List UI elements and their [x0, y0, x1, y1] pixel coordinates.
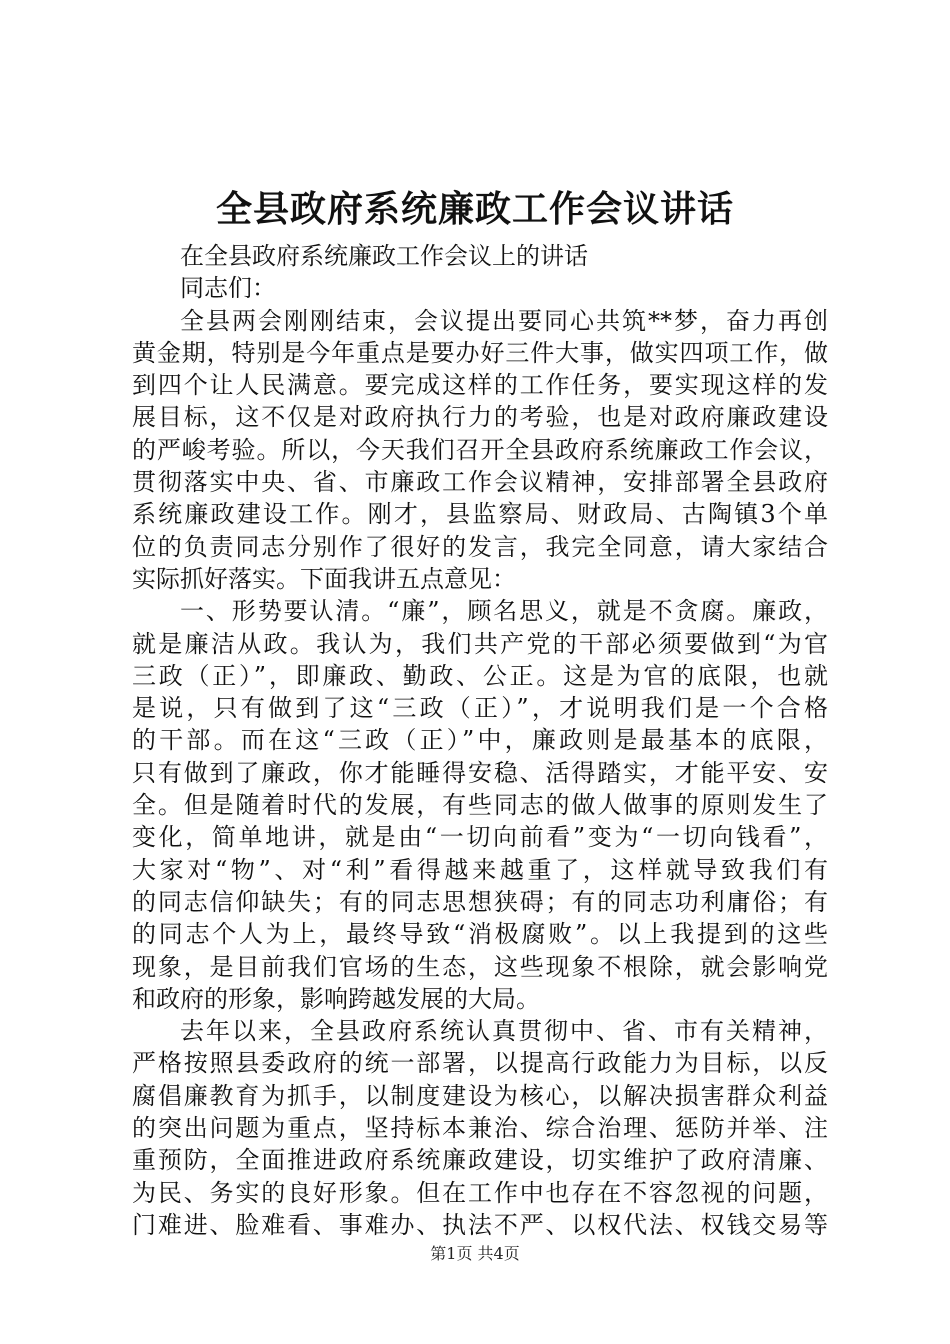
text-line: 位的负责同志分别作了很好的发言，我完全同意，请大家结合	[132, 532, 828, 561]
text-line: 的突出问题为重点，坚持标本兼治、综合治理、惩防并举、注	[132, 1114, 828, 1143]
document-body	[132, 240, 828, 1241]
text-line: 全。但是随着时代的发展，有些同志的做人做事的原则发生了	[132, 791, 828, 820]
text-line: 门难进、脸难看、事难办、执法不严、以权代法、权钱交易等	[132, 1210, 828, 1239]
text-line: 贯彻落实中央、省、市廉政工作会议精神，安排部署全县政府	[132, 468, 828, 497]
text-line: 为民、务实的良好形象。但在工作中也存在不容忽视的问题，	[132, 1178, 828, 1207]
text-line: 三政（正）”，即廉政、勤政、公正。这是为官的底限，也就	[132, 661, 828, 690]
text-line: 一、形势要认清。“廉”，顾名思义，就是不贪腐。廉政，	[180, 597, 828, 626]
text-line: 重预防，全面推进政府系统廉政建设，切实维护了政府清廉、	[132, 1146, 828, 1175]
page-footer: 第1页 共4页	[430, 1244, 520, 1263]
text-line: 和政府的形象，影响跨越发展的大局。	[132, 984, 540, 1013]
text-line: 的严峻考验。所以，今天我们召开全县政府系统廉政工作会议，	[132, 435, 828, 464]
text-line: 现象，是目前我们官场的生态，这些现象不根除，就会影响党	[132, 952, 828, 981]
text-line: 的同志信仰缺失；有的同志思想狭碍；有的同志功利庸俗；有	[132, 887, 828, 916]
text-line: 的干部。而在这“三政（正）”中，廉政则是最基本的底限，	[132, 726, 828, 755]
text-line: 系统廉政建设工作。刚才，县监察局、财政局、古陶镇3个单	[132, 500, 828, 529]
text-line: 实际抓好落实。下面我讲五点意见：	[132, 564, 516, 593]
text-line: 黄金期，特别是今年重点是要办好三件大事，做实四项工作，做	[132, 338, 828, 367]
text-line: 全县两会刚刚结束，会议提出要同心共筑**梦，奋力再创	[180, 306, 828, 335]
text-line: 变化，简单地讲，就是由“一切向前看”变为“一切向钱看”，	[132, 823, 828, 852]
text-line: 只有做到了廉政，你才能睡得安稳、活得踏实，才能平安、安	[132, 758, 828, 787]
text-line: 就是廉洁从政。我认为，我们共产党的干部必须要做到“为官	[132, 629, 828, 658]
text-line: 在全县政府系统廉政工作会议上的讲话	[180, 242, 588, 270]
text-line: 到四个让人民满意。要完成这样的工作任务，要实现这样的发	[132, 371, 828, 400]
text-line: 去年以来，全县政府系统认真贯彻中、省、市有关精神，	[180, 1017, 828, 1046]
text-line: 是说，只有做到了这“三政（正）”，才说明我们是一个合格	[132, 694, 828, 723]
text-line: 严格按照县委政府的统一部署，以提高行政能力为目标，以反	[132, 1049, 828, 1078]
text-line: 大家对“物”、对“利”看得越来越重了，这样就导致我们有	[132, 855, 828, 884]
text-line: 展目标，这不仅是对政府执行力的考验，也是对政府廉政建设	[132, 403, 828, 432]
document-title: 全县政府系统廉政工作会议讲话	[215, 188, 734, 230]
text-line: 同志们：	[180, 274, 276, 303]
text-line: 腐倡廉教育为抓手，以制度建设为核心，以解决损害群众利益	[132, 1081, 828, 1110]
text-line: 的同志个人为上，最终导致“消极腐败”。以上我提到的这些	[132, 920, 828, 949]
